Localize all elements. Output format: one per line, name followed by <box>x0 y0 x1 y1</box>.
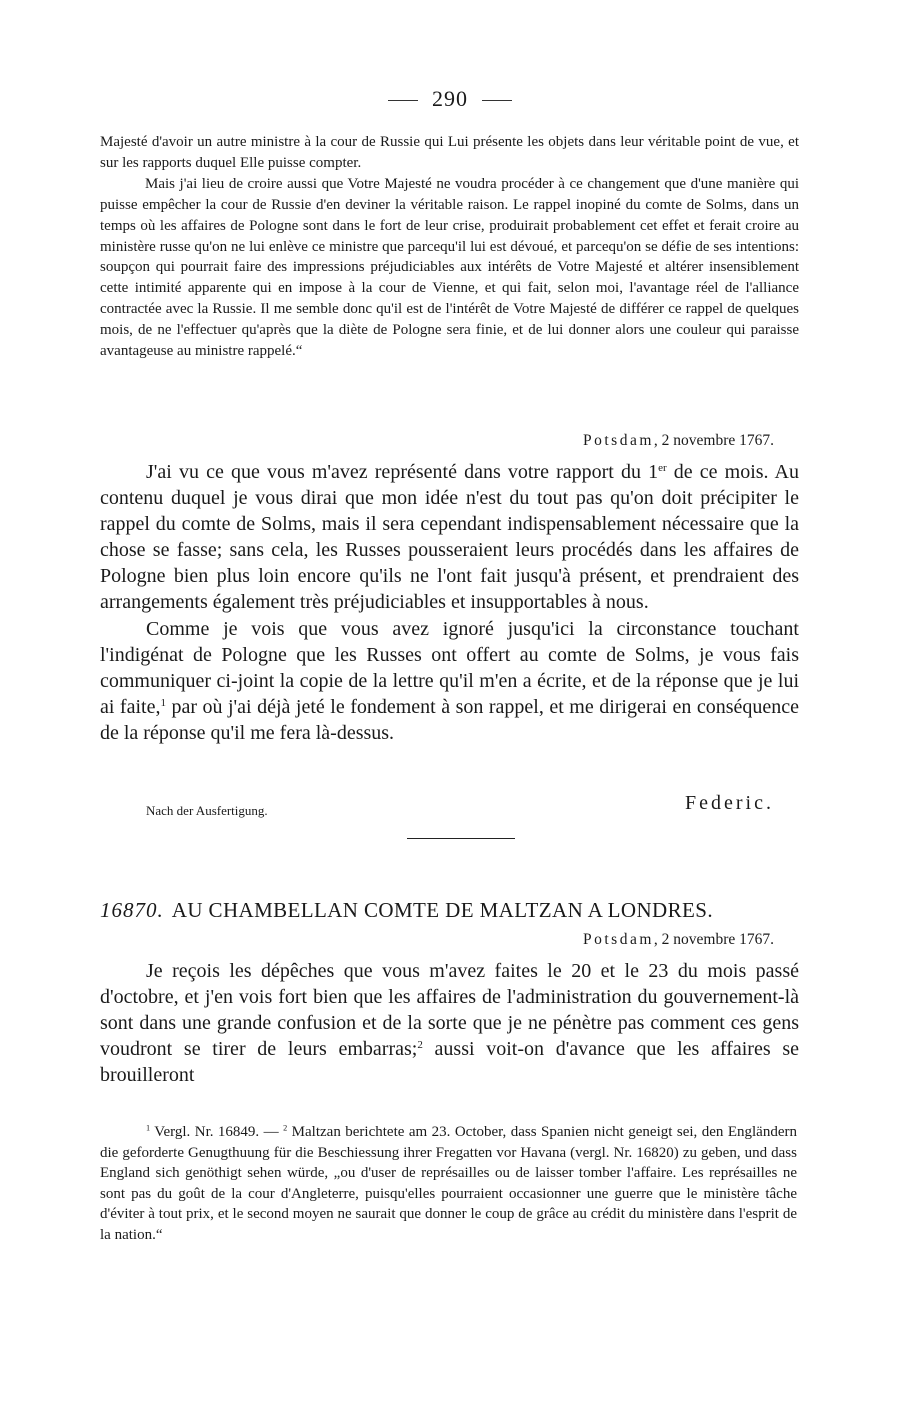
letter-2-text-b: aussi voit-on d'avance que les affaires se brouilleront <box>100 1038 799 1087</box>
letter-1-p2-text-a: Comme je vois que vous avez ignoré jusqu'ici la circonstance touchant l'indigénat de Pologne que les Russes ont offert au comte de Solms, je vous fais communiquer ci-joint la copie de la lettre qu'il m'en a écrite, et de la réponse que je lui ai faite, <box>100 617 799 718</box>
letter-2-heading <box>100 898 800 923</box>
letter-1-p1-text-a: J'ai vu ce que vous m'avez représenté dans votre rapport du 1 <box>146 461 659 483</box>
signature: Federic. <box>685 792 774 814</box>
letter-number: 16870. <box>100 898 164 922</box>
letter-2-paragraph-1 <box>100 958 799 1088</box>
page-number: 290 <box>432 86 468 111</box>
footnote-2-text: Maltzan berichtete am 23. October, dass Spanien nicht geneigt sei, den Engländern die geforderte Genugthuung für die Beschiessung ihrer Fregatten vor Havana (vergl. Nr. 16820) zu geben, und dass England sich genöthigt sehen würde, „ou d'user de représailles ou de laisser tomber l'affaire. Les représailles ne sont pas du goût de la cour d'Angleterre, puisqu'elles pourraient occasionner une guerre que le ministère tâche d'éviter à tout prix, et le second moyen ne saurait que donner le coup de grâce au crédit du ministère dans l'esprit de la nation.“ <box>100 1124 797 1243</box>
section-divider <box>407 838 515 839</box>
dateline-2-place: Potsdam <box>582 931 654 948</box>
letter-title: AU CHAMBELLAN COMTE DE MALTZAN A LONDRES. <box>171 898 713 922</box>
header-dash-left <box>388 100 418 101</box>
footnote-1-mark: 1 <box>146 1123 151 1133</box>
dateline-1 <box>583 432 774 450</box>
footnote-ref-2: 2 <box>417 1039 423 1052</box>
footnote-2-mark: 2 <box>283 1123 288 1133</box>
footnote-1-text: Vergl. Nr. 16849. — <box>150 1124 284 1140</box>
dateline-2-date: , 2 novembre 1767. <box>653 931 774 948</box>
footnotes <box>100 1122 797 1245</box>
source-note: Nach der Ausfertigung. <box>146 803 268 818</box>
quoted-paragraph-2: Mais j'ai lieu de croire aussi que Votre Majesté ne voudra procéder à ce changement que d'une manière qui puisse empêcher la cour de Russie d'en deviner la véritable raison. Le rappel inopiné du comte de Solms, dans un temps où les affaires de Pologne sont dans le fort de leur crise, produirait probablement cet effet et ferait croire au ministère russe qu'on ne lui enlève ce ministre que parcequ'il lui est dévoué, et parcequ'on se défie de ses intentions: soupçon qui pourrait faire des impressions préjudiciables aux intérêts de Votre Majesté et altérer insensiblement cette intimité apparente qui en impose à la cour de Vienne, et qui fait, selon moi, l'avantage réel de l'alliance contractée avec la Russie. Il me semble donc qu'il est de l'intérêt de Votre Majesté de différer ce rappel de quelques mois, de ne l'effectuer qu'après que la diète de Pologne sera finie, et de lui donner alors une couleur qui paraisse avantageuse au ministre rappelé.“ <box>100 175 799 360</box>
dateline-2 <box>583 931 774 949</box>
quoted-report-text <box>100 132 799 362</box>
letter-1-p2-text-b: par où j'ai déjà jeté le fondement à son rappel, et me dirigerai en conséquence de la réponse qu'il me fera là-dessus. <box>100 695 799 744</box>
letter-1-paragraph-1 <box>100 459 799 616</box>
footnote-block <box>100 1122 797 1245</box>
header-dash-right <box>482 100 512 101</box>
dateline-1-date: , 2 novembre 1767. <box>653 432 774 449</box>
quoted-paragraph-1: Majesté d'avoir un autre ministre à la cour de Russie qui Lui présente les objets dans leur véritable point de vue, et sur les rapports duquel Elle puisse compter. <box>100 134 799 171</box>
letter-1-p1-text-b: de ce mois. Au contenu duquel je vous dirai que mon idée n'est du tout pas qu'on doit précipiter le rappel du comte de Solms, mais il sera cependant indispensablement nécessaire que la chose se fasse; sans cela, les Russes pousseraient leurs procédés dans les affaires de Pologne bien plus loin encore qu'ils ne l'ont fait jusqu'à présent, et prendraient des arrangements également très préjudiciables et insupportables à nous. <box>100 461 799 614</box>
superscript-er: er <box>658 461 667 474</box>
letter-2-body <box>100 958 799 1088</box>
letter-1-paragraph-2 <box>100 616 799 746</box>
footnote-ref-1: 1 <box>160 696 166 709</box>
letter-1-body <box>100 459 799 746</box>
page-number-header <box>0 86 900 112</box>
dateline-1-place: Potsdam <box>582 432 654 449</box>
letter-2-text-a: Je reçois les dépêches que vous m'avez faites le 20 et le 23 du mois passé d'octobre, et j'en vois fort bien que les affaires de l'administration du gouvernement-là sont dans une grande confusion et de la sorte que je ne pénètre pas comment ces gens voudront se tirer de leurs embarras; <box>100 960 799 1061</box>
